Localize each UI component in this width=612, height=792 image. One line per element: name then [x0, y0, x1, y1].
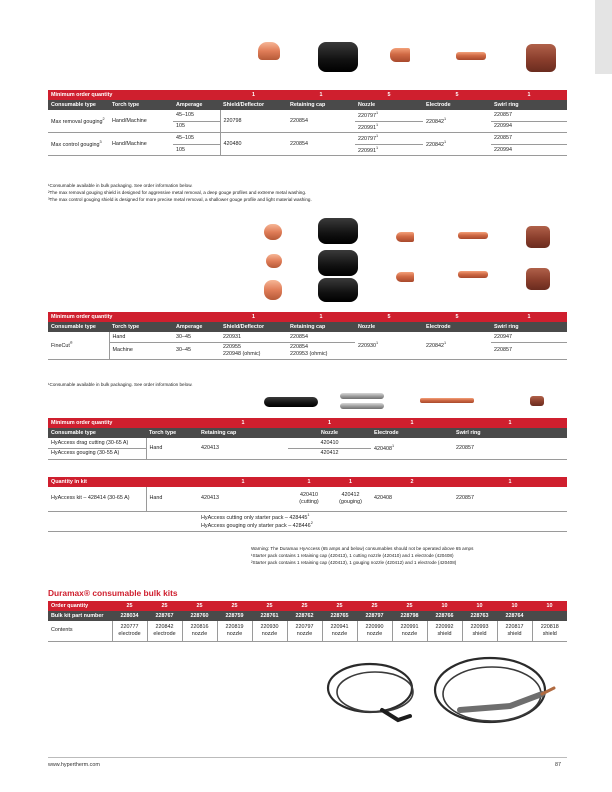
- moq-value: 1: [220, 312, 287, 322]
- column-header: Electrode: [371, 428, 453, 438]
- column-header: Shield/Deflector: [220, 322, 287, 332]
- table-row: [48, 511, 567, 532]
- order-qty-label: Order quantity: [48, 601, 112, 611]
- kit-name: HyAccess kit – 428414 (30-65 A): [48, 487, 146, 511]
- table-row: 105 220991$^1$ 220994: [48, 121, 567, 133]
- content-part: 220990: [365, 624, 384, 630]
- electrode-part: 420408: [374, 445, 392, 452]
- moq-value: 5: [423, 90, 491, 100]
- nozzle-part: 220797: [358, 112, 376, 119]
- order-qty: 10: [462, 601, 497, 611]
- retaining-cap-photo: [318, 42, 358, 72]
- column-header: Nozzle: [355, 100, 423, 110]
- order-qty: 25: [357, 601, 392, 611]
- order-qty: 10: [532, 601, 567, 611]
- bulk-part-number: 228762: [287, 611, 322, 621]
- bulk-part-number: 228798: [392, 611, 427, 621]
- electrode-part: 220842: [426, 118, 444, 125]
- footnote: ²The max removal gouging shield is designed for aggressive metal removal, a deep gouge profiles and extreme metal washing.: [48, 190, 307, 196]
- footer-rule: [48, 757, 567, 758]
- cap-part: 220854: [287, 332, 355, 343]
- moq-label: Minimum order quantity: [48, 418, 198, 428]
- consumable-type: HyAccess gouging (30-55 A): [48, 449, 146, 460]
- nozzle-part: 420410: [300, 492, 318, 498]
- retaining-cap-photo: [264, 397, 318, 407]
- column-header: Retaining cap: [198, 428, 288, 438]
- content-kind: nozzle: [296, 630, 313, 637]
- bulk-part-number: 228760: [182, 611, 217, 621]
- column-header: Torch type: [109, 322, 173, 332]
- content-part: 220991: [400, 624, 419, 630]
- bulk-part-number: 228764: [497, 611, 532, 621]
- shield-part: 220948 (ohmic): [223, 350, 261, 357]
- nozzle-photo: [390, 48, 410, 62]
- moq-value: 5: [355, 312, 423, 322]
- column-header: Shield/Deflector: [220, 100, 287, 110]
- order-qty: 25: [112, 601, 147, 611]
- content-part: 220992: [435, 624, 454, 630]
- moq-value: 1: [371, 418, 453, 428]
- bulk-part-number: 228034: [112, 611, 147, 621]
- column-header: Retaining cap: [287, 322, 355, 332]
- content-kind: nozzle: [261, 630, 278, 637]
- moq-value: 1: [287, 90, 355, 100]
- bulk-part-number: 228761: [252, 611, 287, 621]
- cap-part: 220854: [290, 344, 308, 350]
- torch-photos: [320, 648, 570, 748]
- content-kind: nozzle: [366, 630, 383, 637]
- table-row: 105 220991$^1$ 220994: [48, 144, 567, 156]
- content-kind: electrode: [153, 630, 176, 637]
- content-kind: electrode: [118, 630, 141, 637]
- column-header: Retaining cap: [287, 100, 355, 110]
- content-kind: nozzle: [331, 630, 348, 637]
- table2-notes: [48, 381, 193, 388]
- content-kind: shield: [507, 630, 522, 637]
- shield-part: 220931: [220, 332, 287, 343]
- electrode-part: 420408: [371, 487, 453, 511]
- column-header: Torch type: [109, 100, 173, 110]
- content-kind: nozzle: [191, 630, 208, 637]
- moq-value: 1: [198, 418, 288, 428]
- kit-qty-value: 1: [288, 477, 330, 487]
- nozzle-photo: [340, 393, 384, 399]
- shield-photo: [258, 42, 280, 60]
- content-part: 220818: [540, 624, 559, 630]
- amperage: 30–45: [173, 343, 220, 360]
- order-qty: 25: [147, 601, 182, 611]
- moq-label: Minimum order quantity: [48, 90, 220, 100]
- column-header: Consumable type: [48, 100, 109, 110]
- footnote: ²Starter pack contains 1 retaining cap (420413), 1 gouging nozzle (420412) and 1 electrode (420408): [251, 560, 457, 566]
- consumable-type: HyAccess drag cutting (30-65 A): [48, 438, 146, 449]
- moq-value: 1: [220, 90, 287, 100]
- order-qty: 10: [427, 601, 462, 611]
- bulk-part-number: 228759: [217, 611, 252, 621]
- torch-type: Hand: [109, 332, 173, 343]
- order-qty: 25: [322, 601, 357, 611]
- order-qty: 25: [287, 601, 322, 611]
- order-qty: 25: [182, 601, 217, 611]
- swirl-part: 220947: [491, 332, 567, 343]
- electrode-part: 220842: [426, 342, 444, 349]
- amperage: 30–45: [173, 332, 220, 343]
- shield-photo: [264, 224, 282, 240]
- nozzle-use: (cutting): [299, 498, 319, 505]
- table-row: [48, 621, 567, 641]
- swirl-ring-photo: [526, 226, 550, 248]
- swirl-ring-photo: [526, 44, 556, 72]
- footnote-mark: 1: [307, 512, 310, 517]
- table-row: Max removal gouging$^2$ Hand/Machine 45–105 220798 220854 220797$^1$ 220842$^1$ 220857: [48, 110, 567, 121]
- column-header: Electrode: [423, 100, 491, 110]
- column-header: Swirl ring: [491, 322, 567, 332]
- swirl-part: 220994: [491, 144, 567, 156]
- shield-photo: [264, 280, 282, 300]
- torch-handle: [382, 710, 410, 720]
- kit-qty-label: Quantity in kit: [48, 477, 198, 487]
- content-kind: nozzle: [226, 630, 243, 637]
- order-qty: 10: [497, 601, 532, 611]
- torch-type: Hand: [146, 438, 198, 459]
- content-part: 220941: [330, 624, 349, 630]
- moq-value: 1: [287, 312, 355, 322]
- content-part: 220842: [155, 624, 174, 630]
- consumable-type: Max control gouging: [51, 141, 100, 148]
- moq-value: 1: [288, 418, 371, 428]
- footnote: ¹Starter pack contains 1 retaining cap (420413), 1 cutting nozzle (420410) and 1 electrode (420408): [251, 553, 454, 559]
- footnote-mark: 2: [310, 521, 313, 526]
- footnote: ¹Consumable available in bulk packaging. See order information below.: [48, 183, 193, 188]
- order-qty: 25: [217, 601, 252, 611]
- torch-cable: [337, 672, 413, 712]
- nozzle-part: 420412: [288, 449, 371, 460]
- content-part: 220777: [120, 624, 139, 630]
- swirl-part: 220857: [453, 487, 567, 511]
- retaining-cap-photo: [318, 250, 358, 276]
- table-row: FineCut® Hand 30–45 220931 220854 220930$^1$ 220842$^1$ 220947: [48, 332, 567, 343]
- shield-part: 220798: [220, 110, 287, 133]
- column-header: Amperage: [173, 100, 220, 110]
- cap-part: 220854: [287, 110, 355, 133]
- kit-qty-value: 1: [453, 477, 567, 487]
- shield-part: 420480: [220, 133, 287, 156]
- bulk-part-number: 228766: [427, 611, 462, 621]
- hyaccess-kit-table: [48, 477, 567, 532]
- table1-notes: [48, 182, 312, 203]
- shield-part: 220955: [223, 344, 241, 350]
- amperage: 45–105: [173, 133, 220, 145]
- cap-part: 220953 (ohmic): [290, 350, 328, 357]
- column-header: Swirl ring: [491, 100, 567, 110]
- content-part: 220816: [190, 624, 209, 630]
- consumable-type: Max removal gouging: [51, 118, 103, 125]
- hyaccess-consumables-table: [48, 418, 567, 460]
- torch-handle: [460, 694, 542, 710]
- electrode-part: 220842: [426, 141, 444, 148]
- torch-type: Machine: [109, 343, 173, 360]
- swirl-part: 220994: [491, 121, 567, 133]
- bulk-part-number: 228797: [357, 611, 392, 621]
- nozzle-part: 420410: [288, 438, 371, 449]
- bulk-part-number: 228767: [147, 611, 182, 621]
- section-title: Duramax® consumable bulk kits: [48, 588, 178, 598]
- footnote-mark: 2: [102, 116, 105, 121]
- retaining-cap-photo: [318, 278, 358, 302]
- footnote-mark: 3: [99, 139, 102, 144]
- nozzle-part: 220930: [358, 342, 376, 349]
- content-part: 220930: [260, 624, 279, 630]
- moq-value: 1: [453, 418, 567, 428]
- footer-url[interactable]: www.hypertherm.com: [48, 762, 100, 768]
- page-number: 87: [555, 762, 561, 768]
- nozzle-part: 220797: [358, 135, 376, 142]
- gouging-consumables-table: [48, 90, 567, 156]
- bulk-part-number: 228765: [322, 611, 357, 621]
- amperage: 105: [173, 121, 220, 133]
- electrode-photo: [420, 398, 474, 403]
- table-row: HyAccess drag cutting (30-65 A) Hand 420413 420410 420408$^1$ 220857: [48, 438, 567, 449]
- content-part: 220993: [470, 624, 489, 630]
- cap-part: 220854: [287, 133, 355, 156]
- bulk-kits-table: [48, 601, 567, 642]
- swirl-ring-photo: [526, 268, 550, 290]
- swirl-part: 220857: [491, 110, 567, 121]
- electrode-photo: [458, 232, 488, 239]
- content-kind: nozzle: [401, 630, 418, 637]
- bulk-part-number: 228763: [462, 611, 497, 621]
- column-header: Amperage: [173, 322, 220, 332]
- contents-label: Contents: [48, 621, 112, 641]
- column-header: Consumable type: [48, 322, 109, 332]
- moq-value: 1: [491, 312, 567, 322]
- order-qty: 25: [252, 601, 287, 611]
- warning-note: Warning: The Duramax HyAccess (65 amps and below) consumables should not be operated above 65 amps: [251, 546, 474, 551]
- content-part: 220797: [295, 624, 314, 630]
- nozzle-photo: [396, 232, 414, 242]
- torch-cable: [443, 667, 541, 721]
- swirl-part: 220857: [491, 133, 567, 145]
- starter-pack: HyAccess gouging only starter pack – 428446: [201, 523, 311, 530]
- electrode-photo: [458, 271, 488, 278]
- nozzle-part: 420412: [341, 492, 360, 498]
- kit-qty-value: 1: [330, 477, 371, 487]
- content-part: 220819: [225, 624, 244, 630]
- content-kind: shield: [437, 630, 452, 637]
- column-header: Consumable type: [48, 428, 146, 438]
- nozzle-use: (gouging): [339, 498, 362, 505]
- kit-qty-value: 1: [198, 477, 288, 487]
- cap-part: 420413: [198, 438, 288, 459]
- retaining-cap-photo: [318, 218, 358, 244]
- moq-value: 5: [355, 90, 423, 100]
- side-tab: [595, 0, 612, 74]
- footnote: ³The max control gouging shield is designed for more precise metal removal, a shallower gouge profile and light material washing.: [48, 197, 312, 203]
- moq-value: 5: [423, 312, 491, 322]
- content-kind: shield: [472, 630, 487, 637]
- consumable-type: FineCut: [51, 342, 70, 349]
- column-header: Nozzle: [288, 428, 371, 438]
- electrode-photo: [456, 52, 486, 60]
- nozzle-part: 220991: [358, 147, 376, 154]
- moq-value: 1: [491, 90, 567, 100]
- column-header: Torch type: [146, 428, 198, 438]
- swirl-part: 220857: [453, 438, 567, 459]
- torch-tip: [542, 688, 554, 694]
- footnote: ¹Consumable available in bulk packaging. See order information below.: [48, 382, 193, 387]
- content-kind: shield: [542, 630, 557, 637]
- nozzle-photo: [396, 272, 414, 282]
- table3-notes: [251, 545, 473, 566]
- content-part: 220817: [505, 624, 524, 630]
- column-header: Swirl ring: [453, 428, 567, 438]
- cap-part: 420413: [198, 487, 288, 511]
- table-row: Max control gouging$^3$ Hand/Machine 45–105 420480 220854 220797$^1$ 220842$^1$ 220857: [48, 133, 567, 145]
- nozzle-photo: [340, 403, 384, 409]
- column-header: Nozzle: [355, 322, 423, 332]
- shield-photo: [266, 254, 282, 268]
- swirl-part: 220857: [491, 343, 567, 360]
- swirl-ring-photo: [530, 396, 544, 406]
- table-row: [48, 487, 567, 511]
- registered-mark: ®: [69, 340, 73, 345]
- amperage: 45–105: [173, 110, 220, 121]
- order-qty: 25: [392, 601, 427, 611]
- part-number-label: Bulk kit part number: [48, 611, 112, 621]
- moq-label: Minimum order quantity: [48, 312, 220, 322]
- amperage: 105: [173, 144, 220, 156]
- kit-qty-value: 2: [371, 477, 453, 487]
- torch-type: Hand: [146, 487, 198, 511]
- torch-cable: [328, 664, 412, 712]
- finecut-consumables-table: [48, 312, 567, 360]
- torch-type: Hand/Machine: [109, 133, 173, 156]
- starter-pack: HyAccess cutting only starter pack – 428445: [201, 514, 308, 521]
- nozzle-part: 220991: [358, 124, 376, 131]
- torch-type: Hand/Machine: [109, 110, 173, 133]
- column-header: Electrode: [423, 322, 491, 332]
